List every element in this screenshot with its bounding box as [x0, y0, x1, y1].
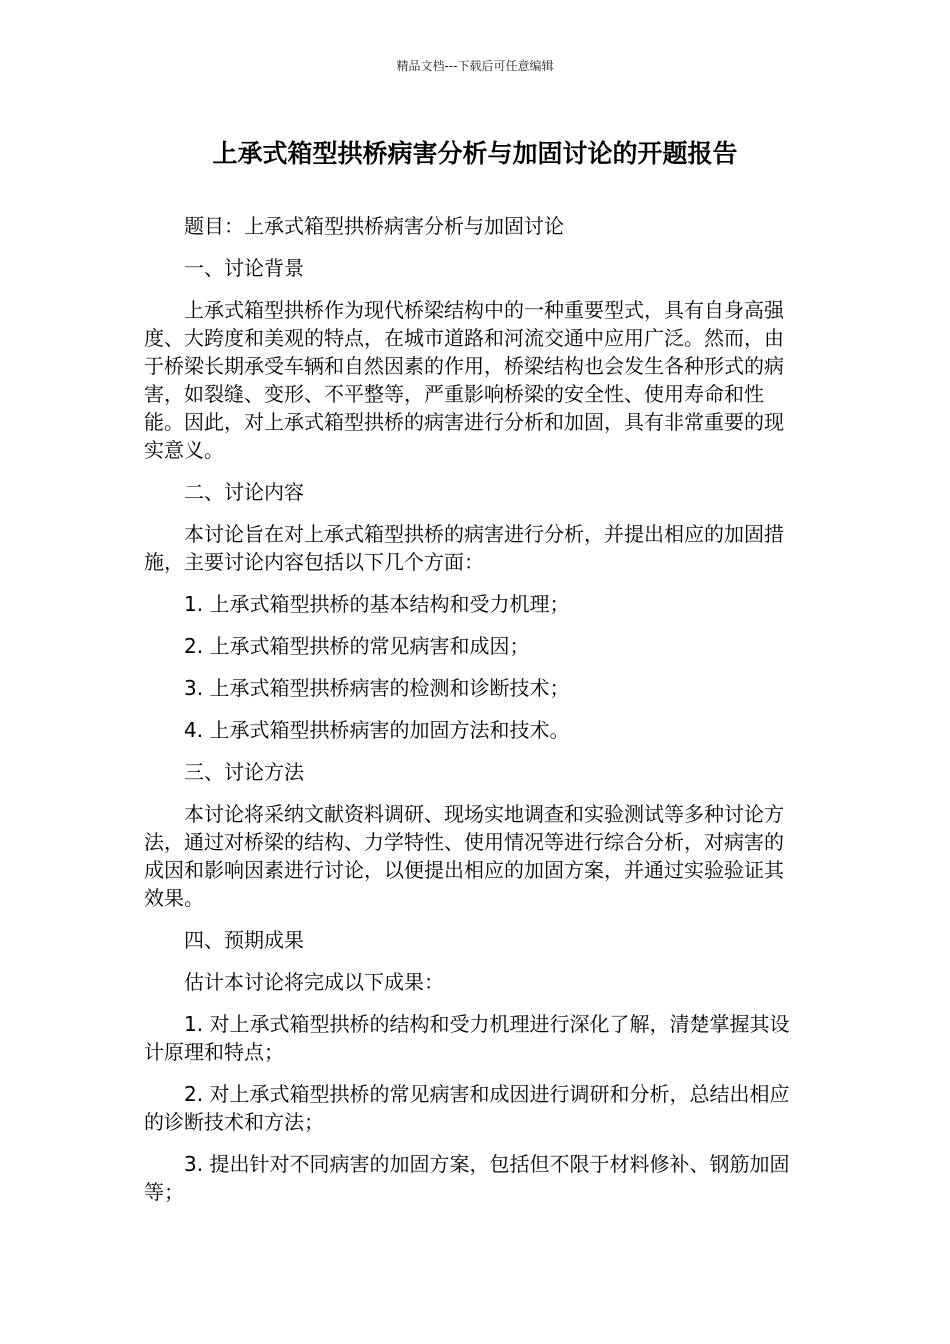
content-list-item: 1. 上承式箱型拱桥的基本结构和受力机理； — [184, 592, 570, 616]
header-watermark: 精品文档---下载后可任意编辑 — [396, 59, 554, 73]
section-heading-method: 三、讨论方法 — [184, 760, 304, 784]
document-title: 上承式箱型拱桥病害分析与加固讨论的开题报告 — [212, 139, 738, 168]
results-list-item: 3. 提出针对不同病害的加固方案，包括但不限于材料修补、钢筋加固等； — [144, 1152, 790, 1204]
content-paragraph: 本讨论旨在对上承式箱型拱桥的病害进行分析，并提出相应的加固措施，主要讨论内容包括以下几个方面： — [144, 522, 784, 574]
document-body — [144, 212, 800, 1206]
content-list-item: 2. 上承式箱型拱桥的常见病害和成因； — [184, 634, 530, 658]
background-paragraph: 上承式箱型拱桥作为现代桥梁结构中的一种重要型式，具有自身高强度、大跨度和美观的特点，在城市道路和河流交通中应用广泛。然而，由于桥梁长期承受车辆和自然因素的作用，桥梁结构也会发生各种形式的病害，如裂缝、变形、不平整等，严重影响桥梁的安全性、使用寿命和性能。因此，对上承式箱型拱桥的病害进行分析和加固，具有非常重要的现实意义。 — [144, 298, 784, 462]
section-heading-background: 一、讨论背景 — [184, 256, 304, 280]
results-intro: 估计本讨论将完成以下成果： — [184, 970, 444, 994]
content-list-item: 4. 上承式箱型拱桥病害的加固方法和技术。 — [184, 718, 570, 742]
section-heading-results: 四、预期成果 — [184, 928, 304, 952]
results-list-item: 2. 对上承式箱型拱桥的常见病害和成因进行调研和分析，总结出相应的诊断技术和方法； — [144, 1082, 790, 1134]
section-heading-content: 二、讨论内容 — [184, 480, 304, 504]
results-list-item: 1. 对上承式箱型拱桥的结构和受力机理进行深化了解，清楚掌握其设计原理和特点； — [144, 1012, 790, 1064]
topic-line: 题目：上承式箱型拱桥病害分析与加固讨论 — [184, 214, 564, 238]
method-paragraph: 本讨论将采纳文献资料调研、现场实地调查和实验测试等多种讨论方法，通过对桥梁的结构、力学特性、使用情况等进行综合分析，对病害的成因和影响因素进行讨论，以便提出相应的加固方案，并通过实验验证其效果。 — [144, 802, 784, 910]
content-list-item: 3. 上承式箱型拱桥病害的检测和诊断技术； — [184, 676, 570, 700]
